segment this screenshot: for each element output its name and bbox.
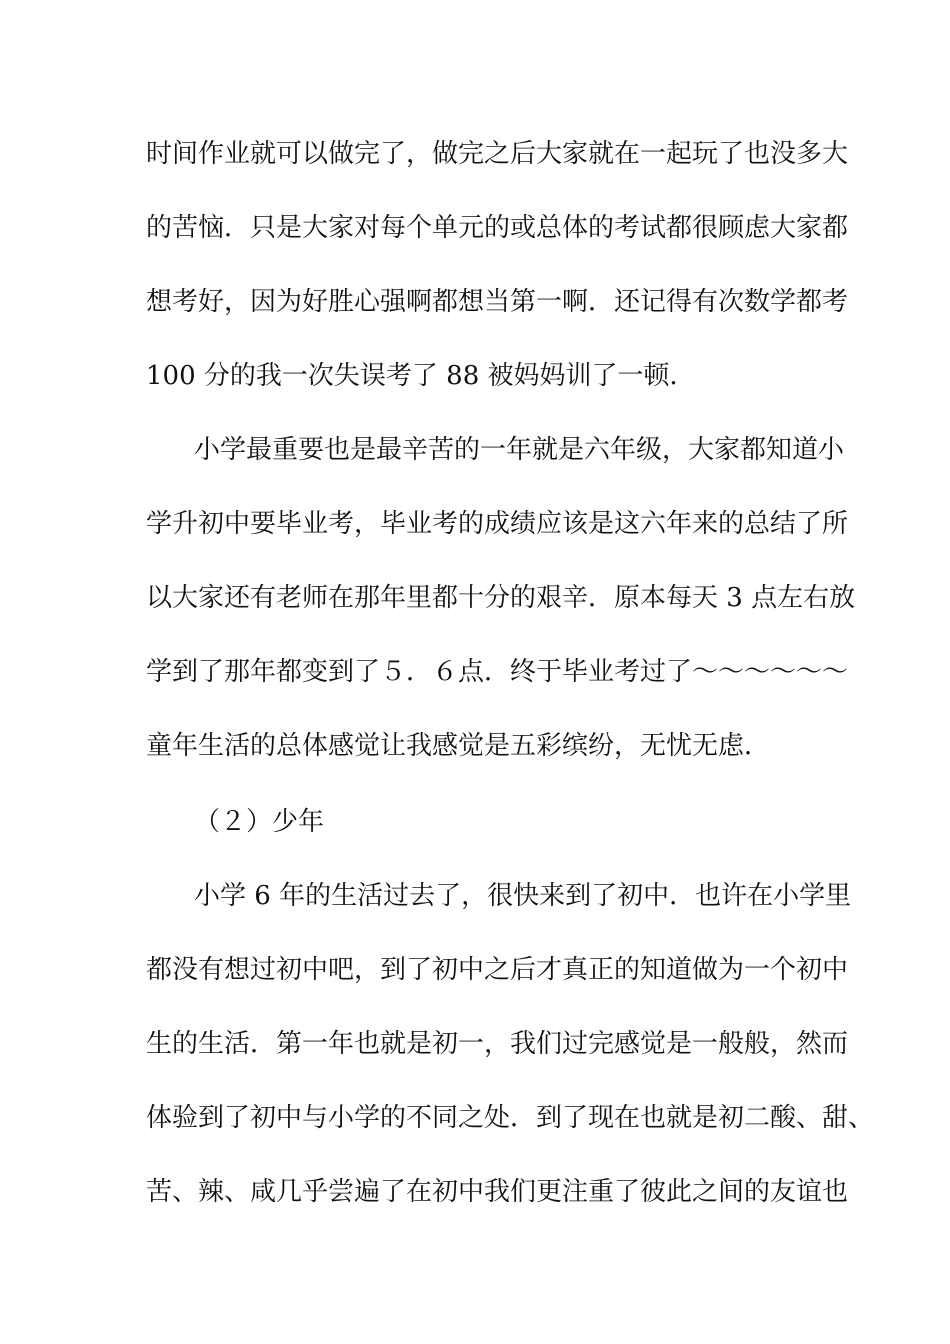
text-line: 学到了那年都变到了５．６点．终于毕业考过了～～～～～～ xyxy=(146,657,849,687)
section-heading: （２）少年 xyxy=(194,807,325,837)
text-line: 时间作业就可以做完了，做完之后大家就在一起玩了也没多大 xyxy=(146,139,849,169)
paragraph-start-line: 小学 6 年的生活过去了，很快来到了初中．也许在小学里 xyxy=(194,881,852,911)
text-line: 100 分的我一次失误考了 88 被妈妈训了一顿． xyxy=(146,361,696,391)
text-line: 都没有想过初中吧，到了初中之后才真正的知道做为一个初中 xyxy=(146,955,849,985)
text-line: 的苦恼．只是大家对每个单元的或总体的考试都很顾虑大家都 xyxy=(146,213,849,243)
text-line: 苦、辣、咸几乎尝遍了在初中我们更注重了彼此之间的友谊也 xyxy=(146,1177,849,1207)
text-line: 想考好，因为好胜心强啊都想当第一啊．还记得有次数学都考 xyxy=(146,287,849,317)
text-line: 体验到了初中与小学的不同之处．到了现在也就是初二酸、甜、 xyxy=(146,1103,875,1133)
text-line: 学升初中要毕业考，毕业考的成绩应该是这六年来的总结了所 xyxy=(146,509,849,539)
paragraph-start-line: 小学最重要也是最辛苦的一年就是六年级，大家都知道小 xyxy=(194,435,845,465)
text-line: 童年生活的总体感觉让我感觉是五彩缤纷，无忧无虑． xyxy=(146,731,771,761)
text-line: 以大家还有老师在那年里都十分的艰辛．原本每天 3 点左右放 xyxy=(146,583,856,613)
text-line: 生的生活．第一年也就是初一，我们过完感觉是一般般，然而 xyxy=(146,1029,849,1059)
